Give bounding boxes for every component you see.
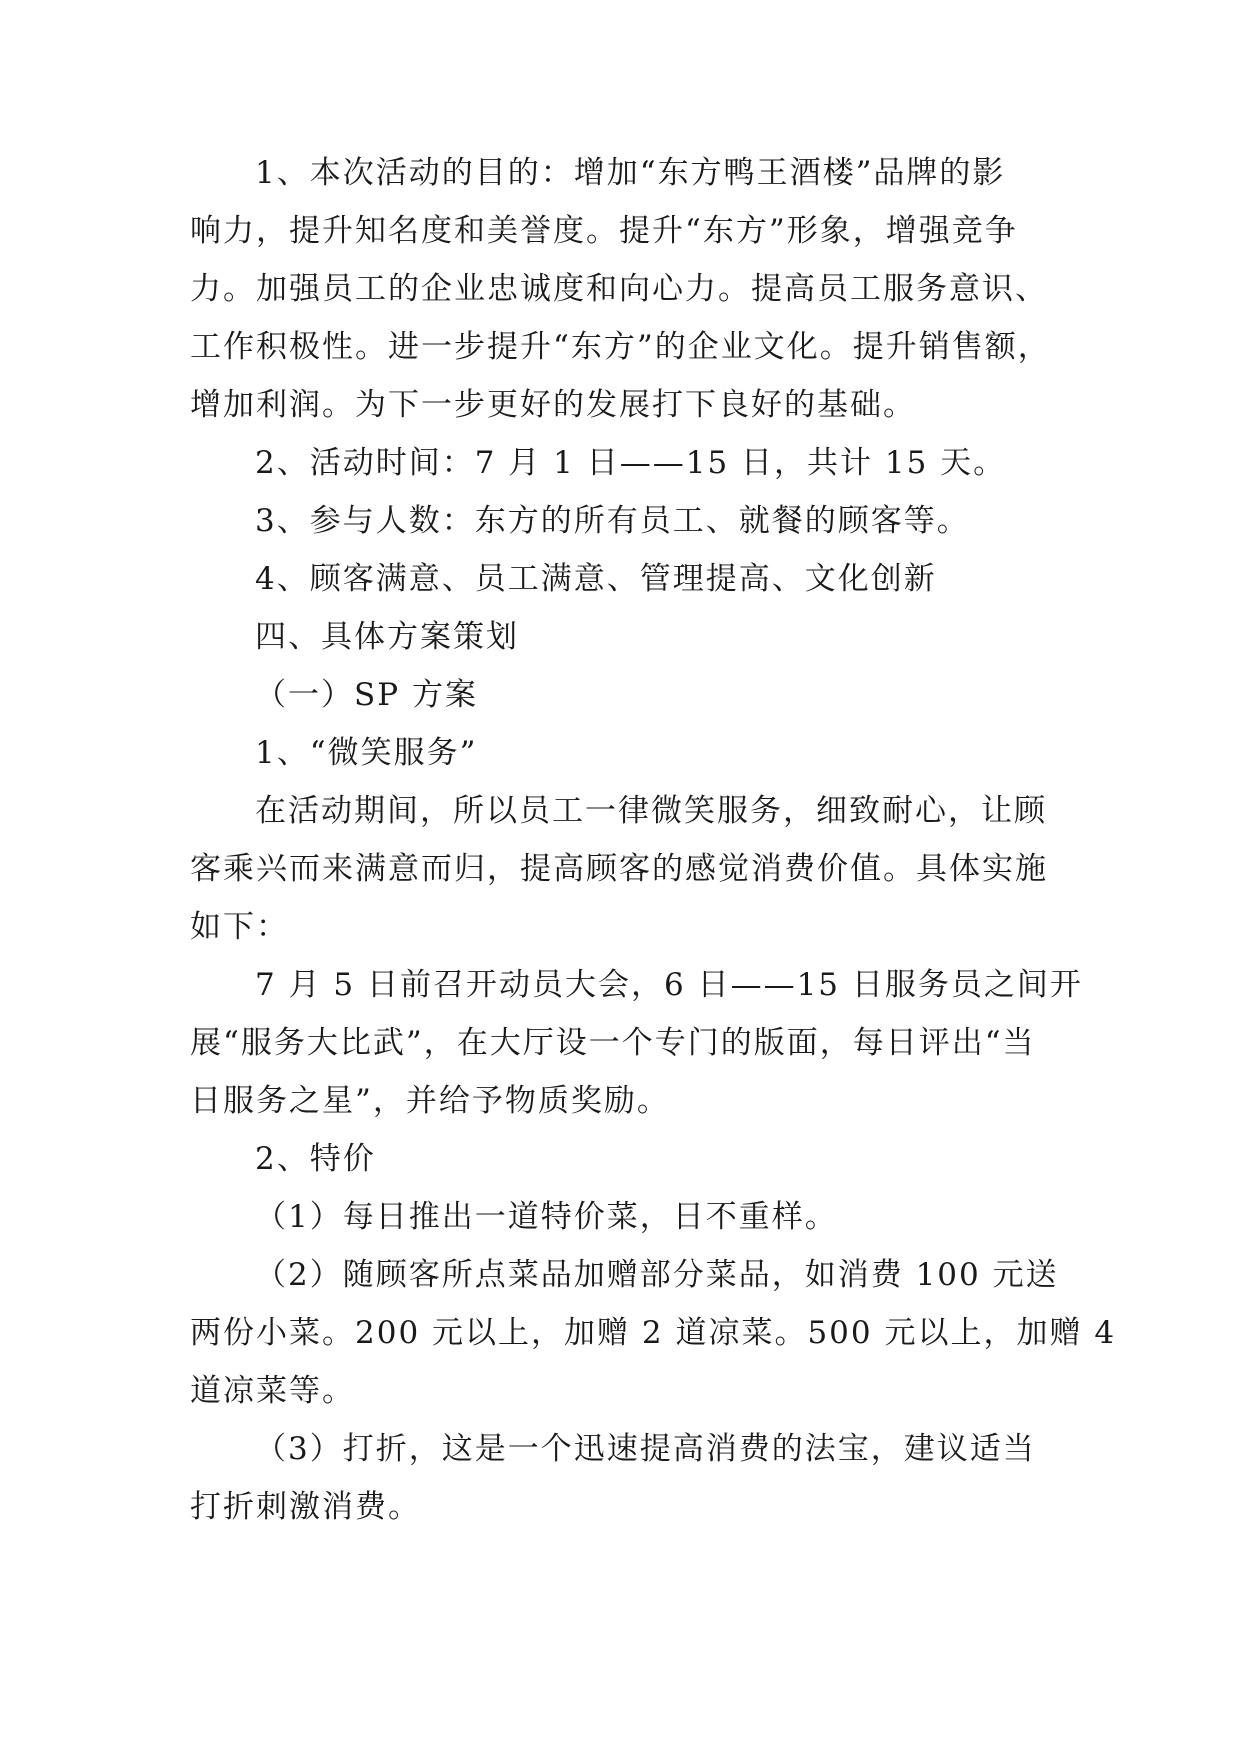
special-item-1: （1）每日推出一道特价菜，日不重样。 — [255, 1199, 838, 1235]
smile-paragraph-line-1: 在活动期间，所以员工一律微笑服务，细致耐心，让顾 — [255, 793, 1047, 829]
smile-paragraph-line-2: 客乘兴而来满意而归，提高顾客的感觉消费价值。具体实施 — [190, 851, 1048, 887]
participants-line: 3、参与人数：东方的所有员工、就餐的顾客等。 — [255, 503, 970, 539]
competition-paragraph-line-2: 展“服务大比武”，在大厅设一个专门的版面，每日评出“当 — [190, 1025, 1036, 1061]
paragraph-1-line-1: 1、本次活动的目的：增加“东方鸭王酒楼”品牌的影 — [255, 155, 1006, 191]
goals-line: 4、顾客满意、员工满意、管理提高、文化创新 — [255, 561, 937, 597]
item-heading-special-price: 2、特价 — [255, 1141, 376, 1177]
competition-paragraph-line-1: 7 月 5 日前召开动员大会，6 日——15 日服务员之间开 — [255, 967, 1083, 1003]
special-item-2-line-1: （2）随顾客所点菜品加赠部分菜品，如消费 100 元送 — [255, 1257, 1059, 1293]
special-item-2-line-2: 两份小菜。200 元以上，加赠 2 道凉菜。500 元以上，加赠 4 — [190, 1315, 1117, 1351]
special-item-3-line-2: 打折刺激消费。 — [190, 1489, 421, 1525]
paragraph-1-line-4: 工作积极性。进一步提升“东方”的企业文化。提升销售额， — [190, 329, 1051, 365]
competition-paragraph-line-3: 日服务之星”，并给予物质奖励。 — [190, 1083, 670, 1119]
paragraph-1-line-2: 响力，提升知名度和美誉度。提升“东方”形象，增强竞争 — [190, 213, 1018, 249]
paragraph-1-line-3: 力。加强员工的企业忠诚度和向心力。提高员工服务意识、 — [190, 271, 1048, 307]
item-heading-smile-service: 1、“微笑服务” — [255, 735, 478, 771]
paragraph-1-line-5: 增加利润。为下一步更好的发展打下良好的基础。 — [190, 387, 916, 423]
smile-paragraph-line-3: 如下： — [190, 909, 289, 945]
subsection-heading: （一）SP 方案 — [255, 677, 478, 713]
activity-time-line: 2、活动时间：7 月 1 日——15 日，共计 15 天。 — [255, 445, 1007, 481]
special-item-3-line-1: （3）打折，这是一个迅速提高消费的法宝，建议适当 — [255, 1431, 1036, 1467]
special-item-2-line-3: 道凉菜等。 — [190, 1373, 355, 1409]
section-heading: 四、具体方案策划 — [255, 619, 519, 655]
